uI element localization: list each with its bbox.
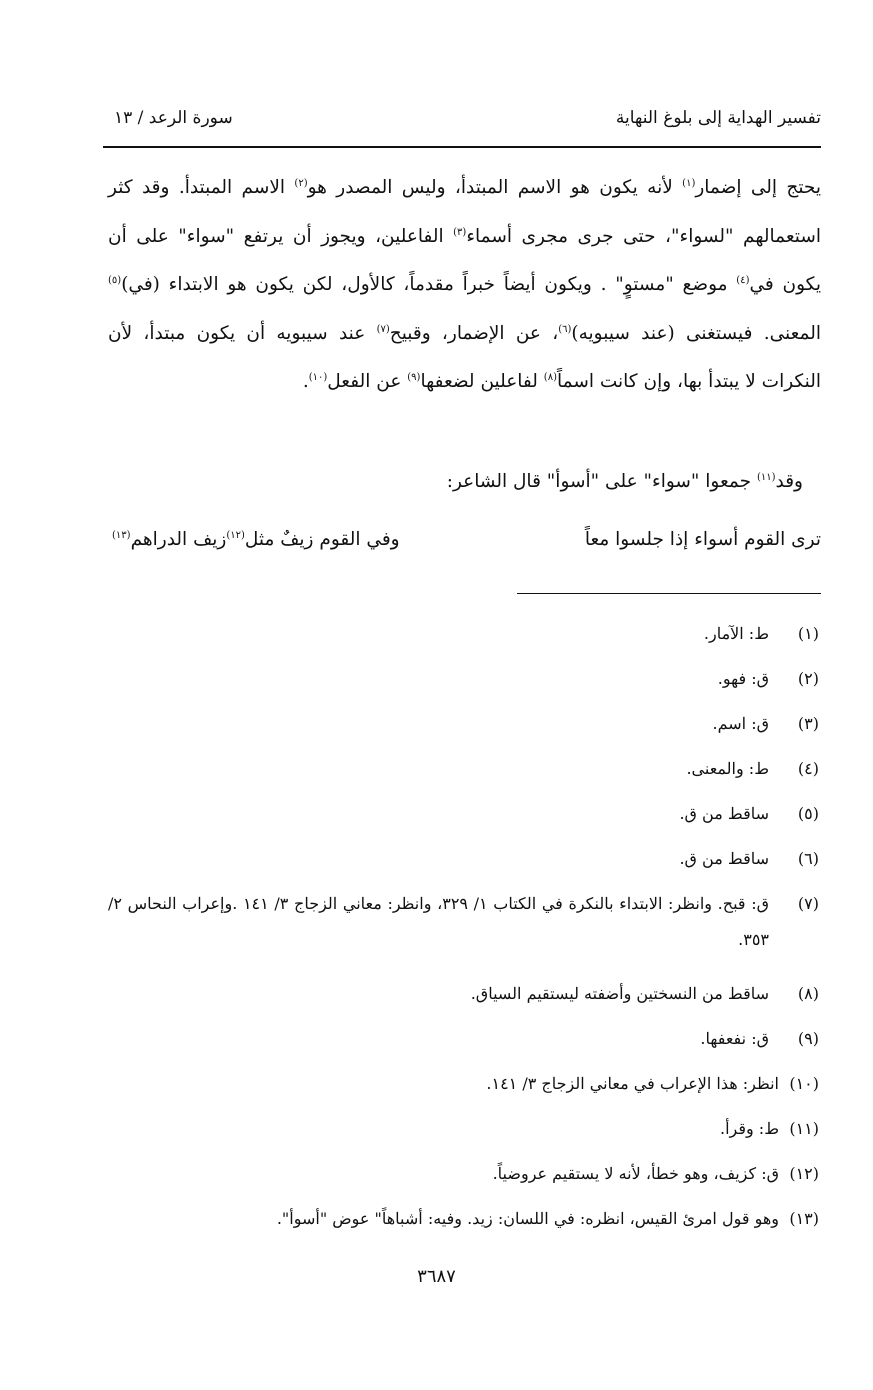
footnote-text: ق: كزيف، وهو خطأ، لأنه لا يستقيم عروضياً. xyxy=(492,1164,779,1183)
footnote-item xyxy=(108,661,821,706)
footnote-item xyxy=(108,1021,821,1066)
text-segment: زيف الدراهم xyxy=(130,529,227,550)
footnote-item xyxy=(108,706,821,751)
poem-verse xyxy=(108,520,821,560)
footnote-text: ساقط من النسختين وأضفته ليستقيم السياق. xyxy=(470,984,769,1003)
footnote-text: ق: اسم. xyxy=(712,714,769,733)
footnote-item xyxy=(108,796,821,841)
verse-first-hemistich: ترى القوم أسواء إذا جلسوا معاً xyxy=(584,529,821,550)
footnote-item xyxy=(108,616,821,661)
footnote-marker[interactable]: (١٠) xyxy=(308,371,328,383)
header-rule xyxy=(103,146,821,148)
footnote-text: ساقط من ق. xyxy=(679,849,769,868)
footnote-text: وهو قول امرئ القيس، انظره: في اللسان: زيد. وفيه: أشباهاً" عوض "أسوأ". xyxy=(276,1209,779,1228)
footnote-item xyxy=(108,1066,821,1111)
footnote-marker[interactable]: (١) xyxy=(682,177,696,189)
footnote-number: (٢) xyxy=(797,669,819,688)
text-segment: الفاعلين، ويجوز أن يرتفع "سواء" على أن يكون في xyxy=(108,225,821,295)
running-header xyxy=(106,104,821,138)
text-segment: وفي القوم زيفٌ مثل xyxy=(244,529,400,550)
footnote-item xyxy=(108,751,821,796)
footnote-marker[interactable]: (١٢) xyxy=(226,529,245,541)
text-segment: عند سيبويه أن يكون مبتدأ، لأن النكرات لا يبتدأ بها، وإن كانت اسماً xyxy=(108,322,821,392)
text-segment: لفاعلين لضعفها xyxy=(420,371,544,392)
footnote-marker[interactable]: (٩) xyxy=(407,371,421,383)
footnote-item xyxy=(108,841,821,886)
footnote-text: ط: وقرأ. xyxy=(719,1119,779,1138)
footnote-number: (٤) xyxy=(797,759,819,778)
footnote-number: (٣) xyxy=(797,714,819,733)
footnote-item xyxy=(108,976,821,1021)
footnote-number: (١١) xyxy=(789,1119,819,1138)
footnote-number: (١٣) xyxy=(789,1209,819,1228)
footnote-text: ق: قبح. وانظر: الابتداء بالنكرة في الكتاب ١/ ٣٢٩، وانظر: معاني الزجاج ٣/ ١٤١ .وإعراب النحاس ٢/ ٣٥٣. xyxy=(108,894,769,949)
footnote-text: ط: والمعنى. xyxy=(686,759,769,778)
footnote-marker[interactable]: (٦) xyxy=(558,323,572,335)
text-segment: وقد xyxy=(775,471,803,492)
footnote-number: (٥) xyxy=(797,804,819,823)
footnote-number: (٨) xyxy=(797,984,819,1003)
footnote-text: ساقط من ق. xyxy=(679,804,769,823)
footnote-number: (١٠) xyxy=(789,1074,819,1093)
footnote-marker[interactable]: (٤) xyxy=(736,274,750,286)
page-number: ٣٦٨٧ xyxy=(417,1266,456,1287)
footnote-item xyxy=(108,886,821,976)
footnote-text: انظر: هذا الإعراب في معاني الزجاج ٣/ ١٤١. xyxy=(486,1074,779,1093)
footnote-number: (١) xyxy=(797,624,819,643)
footnote-marker[interactable]: (٢) xyxy=(294,177,308,189)
footnote-separator xyxy=(517,593,821,594)
footnote-marker[interactable]: (٥) xyxy=(108,274,122,286)
surah-reference: سورة الرعد / ١٣ xyxy=(114,108,233,128)
footnote-item xyxy=(108,1201,821,1246)
text-segment: لأنه يكون هو الاسم المبتدأ، وليس المصدر هو xyxy=(307,177,683,198)
text-segment: الاسم المبتدأ. وقد كثر استعمالهم "لسواء"، حتى جرى مجرى أسماء xyxy=(108,177,821,247)
footnote-text: ط: الآمار. xyxy=(703,624,769,643)
book-title: تفسير الهداية إلى بلوغ النهاية xyxy=(615,108,821,128)
main-text xyxy=(108,164,821,407)
text-segment: جمعوا "سواء" على "أسوأ" قال الشاعر: xyxy=(446,471,757,492)
footnote-marker[interactable]: (١١) xyxy=(756,471,776,483)
footnote-text: ق: فهو. xyxy=(717,669,769,688)
footnote-item xyxy=(108,1156,821,1201)
footnote-number: (٩) xyxy=(797,1029,819,1048)
footnote-text: ق: نفعفها. xyxy=(700,1029,769,1048)
footnote-number: (٧) xyxy=(797,894,819,913)
text-segment: ، عن الإضمار، وقبيح xyxy=(389,322,559,344)
footnote-marker[interactable]: (١٣) xyxy=(112,529,131,541)
main-paragraph xyxy=(108,164,821,407)
footnote-marker[interactable]: (٧) xyxy=(376,323,390,335)
text-segment: يحتج إلى إضمار xyxy=(695,177,821,198)
footnote-marker[interactable]: (٣) xyxy=(453,226,467,238)
text-segment: موضع "مستوٍ" . ويكون أيضاً خبراً مقدماً، كالأول، لكن يكون هو الابتداء (في) xyxy=(121,274,737,295)
footnote-item xyxy=(108,1111,821,1156)
text-segment: المعنى. فيستغنى (عند سيبويه) xyxy=(571,322,821,344)
poem-intro xyxy=(447,462,803,502)
footnote-number: (٦) xyxy=(797,849,819,868)
footnote-number: (١٢) xyxy=(789,1164,819,1183)
footnotes-list xyxy=(108,616,821,1246)
verse-second-hemistich xyxy=(112,520,400,560)
text-segment: عن الفعل xyxy=(327,371,408,392)
text-segment: . xyxy=(302,371,309,392)
footnote-marker[interactable]: (٨) xyxy=(543,371,557,383)
